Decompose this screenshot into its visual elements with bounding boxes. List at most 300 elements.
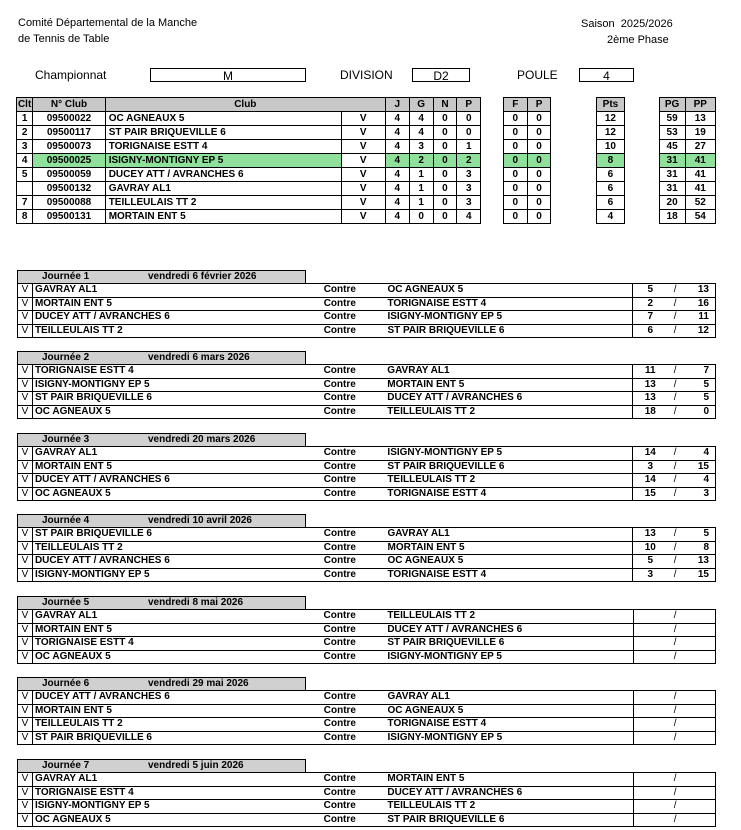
standings-cell-v: V bbox=[341, 154, 385, 168]
match-row bbox=[18, 637, 716, 651]
journee-date: vendredi 8 mai 2026 bbox=[148, 597, 244, 608]
match-score-sep: / bbox=[667, 284, 683, 298]
standings-row bbox=[17, 196, 716, 210]
match-score-home bbox=[633, 691, 667, 705]
match-score-home bbox=[633, 610, 667, 624]
match-home: MORTAIN ENT 5 bbox=[32, 704, 323, 718]
match-home: DUCEY ATT / AVRANCHES 6 bbox=[32, 691, 323, 705]
match-v-mark: V bbox=[18, 731, 33, 745]
col-pg: PG bbox=[659, 98, 685, 112]
match-score-sep: / bbox=[667, 405, 683, 419]
match-score-home bbox=[633, 786, 667, 800]
match-row bbox=[18, 405, 716, 419]
standings-cell-pg: 31 bbox=[659, 182, 685, 196]
match-score-away bbox=[683, 800, 715, 814]
standings-cell-pg: 20 bbox=[659, 196, 685, 210]
match-contre: Contre bbox=[324, 800, 388, 814]
journee-label: Journée 1 bbox=[42, 271, 90, 282]
standings-cell-v: V bbox=[341, 140, 385, 154]
match-row bbox=[18, 297, 716, 311]
standings-cell-g: 3 bbox=[409, 140, 433, 154]
match-v-mark: V bbox=[18, 555, 33, 569]
match-score-sep: / bbox=[667, 324, 683, 338]
match-score-home: 15 bbox=[633, 487, 667, 501]
match-v-mark: V bbox=[18, 474, 33, 488]
match-home: TEILLEULAIS TT 2 bbox=[32, 718, 323, 732]
match-v-mark: V bbox=[18, 718, 33, 732]
standings-cell-p: 4 bbox=[457, 210, 481, 224]
match-score-sep: / bbox=[667, 311, 683, 325]
match-score-away bbox=[683, 637, 715, 651]
match-row bbox=[18, 623, 716, 637]
match-v-mark: V bbox=[18, 610, 33, 624]
match-home: GAVRAY AL1 bbox=[32, 284, 323, 298]
standings-cell-v: V bbox=[341, 168, 385, 182]
match-away: OC AGNEAUX 5 bbox=[388, 555, 633, 569]
standings-cell-v: V bbox=[341, 126, 385, 140]
match-contre: Contre bbox=[324, 555, 388, 569]
match-score-home bbox=[633, 731, 667, 745]
match-contre: Contre bbox=[324, 460, 388, 474]
match-score-away bbox=[683, 623, 715, 637]
col-f: F bbox=[503, 98, 527, 112]
journee-date: vendredi 6 février 2026 bbox=[148, 271, 257, 282]
journee-date: vendredi 20 mars 2026 bbox=[148, 434, 256, 445]
journee-matches-table bbox=[17, 690, 716, 745]
standings-cell-pg: 31 bbox=[659, 168, 685, 182]
match-home: TORIGNAISE ESTT 4 bbox=[32, 637, 323, 651]
standings-cell-v: V bbox=[341, 196, 385, 210]
standings-cell-p: 0 bbox=[457, 126, 481, 140]
match-score-sep: / bbox=[667, 447, 683, 461]
match-score-sep: / bbox=[667, 813, 683, 827]
match-home: TEILLEULAIS TT 2 bbox=[32, 324, 323, 338]
standings-cell-num: 09500059 bbox=[33, 168, 105, 182]
match-score-sep: / bbox=[667, 528, 683, 542]
match-score-home bbox=[633, 704, 667, 718]
standings-row bbox=[17, 126, 716, 140]
match-v-mark: V bbox=[18, 460, 33, 474]
standings-row bbox=[17, 168, 716, 182]
journee-header bbox=[17, 596, 306, 609]
col-pen: P bbox=[527, 98, 551, 112]
match-v-mark: V bbox=[18, 800, 33, 814]
match-row bbox=[18, 731, 716, 745]
standings-cell-g: 2 bbox=[409, 154, 433, 168]
standings-cell-g: 4 bbox=[409, 126, 433, 140]
match-row bbox=[18, 704, 716, 718]
standings-cell-num: 09500025 bbox=[33, 154, 105, 168]
match-v-mark: V bbox=[18, 541, 33, 555]
standings-cell-pts: 6 bbox=[596, 196, 624, 210]
match-away: TORIGNAISE ESTT 4 bbox=[388, 568, 633, 582]
standings-cell-v: V bbox=[341, 210, 385, 224]
standings-cell-pts: 6 bbox=[596, 182, 624, 196]
match-away: ISIGNY-MONTIGNY EP 5 bbox=[387, 311, 632, 325]
journee-date: vendredi 10 avril 2026 bbox=[148, 515, 252, 526]
match-v-mark: V bbox=[18, 773, 33, 787]
standings-cell-n: 0 bbox=[433, 168, 457, 182]
journee-matches-table bbox=[17, 772, 716, 827]
match-score-home: 6 bbox=[633, 324, 667, 338]
match-contre: Contre bbox=[324, 311, 388, 325]
match-row bbox=[18, 311, 716, 325]
standings-cell-f: 0 bbox=[503, 126, 527, 140]
journee-label: Journée 2 bbox=[42, 352, 90, 363]
match-row bbox=[18, 460, 716, 474]
match-v-mark: V bbox=[18, 405, 33, 419]
standings-cell-clt: 2 bbox=[17, 126, 33, 140]
match-home: ISIGNY-MONTIGNY EP 5 bbox=[32, 800, 323, 814]
match-v-mark: V bbox=[18, 691, 33, 705]
match-home: TORIGNAISE ESTT 4 bbox=[32, 786, 323, 800]
journee-date: vendredi 5 juin 2026 bbox=[148, 760, 244, 771]
match-row bbox=[18, 474, 716, 488]
standings-cell-club: MORTAIN ENT 5 bbox=[105, 210, 341, 224]
standings-header bbox=[17, 98, 716, 112]
match-contre: Contre bbox=[324, 284, 388, 298]
match-away: DUCEY ATT / AVRANCHES 6 bbox=[387, 623, 633, 637]
match-row bbox=[18, 284, 716, 298]
match-row bbox=[18, 392, 716, 406]
match-score-away bbox=[683, 718, 715, 732]
standings-cell-j: 4 bbox=[385, 168, 409, 182]
match-away: MORTAIN ENT 5 bbox=[387, 378, 633, 392]
match-home: OC AGNEAUX 5 bbox=[32, 650, 323, 664]
match-contre: Contre bbox=[324, 568, 388, 582]
match-v-mark: V bbox=[18, 813, 33, 827]
col-p: P bbox=[457, 98, 481, 112]
match-away: TEILLEULAIS TT 2 bbox=[387, 405, 633, 419]
match-away: DUCEY ATT / AVRANCHES 6 bbox=[387, 786, 633, 800]
match-score-away: 15 bbox=[683, 568, 715, 582]
season: Saison 2025/2026 bbox=[581, 18, 673, 30]
match-score-home: 10 bbox=[633, 541, 667, 555]
match-v-mark: V bbox=[18, 447, 33, 461]
match-score-away: 0 bbox=[683, 405, 715, 419]
match-away: GAVRAY AL1 bbox=[388, 528, 633, 542]
standings-cell-p: 3 bbox=[457, 196, 481, 210]
standings-cell-num: 09500117 bbox=[33, 126, 105, 140]
match-score-home bbox=[633, 813, 667, 827]
match-score-away: 13 bbox=[683, 555, 715, 569]
match-score-sep: / bbox=[667, 474, 683, 488]
match-score-away: 5 bbox=[683, 378, 715, 392]
col-pts: Pts bbox=[596, 98, 624, 112]
match-score-sep: / bbox=[667, 718, 683, 732]
match-v-mark: V bbox=[18, 786, 33, 800]
col-club: Club bbox=[105, 98, 385, 112]
match-score-sep: / bbox=[667, 297, 683, 311]
match-row bbox=[18, 365, 716, 379]
match-v-mark: V bbox=[18, 378, 33, 392]
standings-cell-pts: 10 bbox=[596, 140, 624, 154]
match-score-away: 15 bbox=[683, 460, 715, 474]
col-g: G bbox=[409, 98, 433, 112]
standings-cell-j: 4 bbox=[385, 210, 409, 224]
standings-cell-pts: 12 bbox=[596, 126, 624, 140]
match-v-mark: V bbox=[18, 528, 33, 542]
standings-table bbox=[16, 97, 716, 224]
standings-cell-clt: 1 bbox=[17, 112, 33, 126]
standings-cell-p: 3 bbox=[457, 168, 481, 182]
match-home: ISIGNY-MONTIGNY EP 5 bbox=[32, 378, 323, 392]
match-score-away: 16 bbox=[683, 297, 715, 311]
phase: 2ème Phase bbox=[607, 34, 669, 46]
match-away: ISIGNY-MONTIGNY EP 5 bbox=[387, 650, 633, 664]
match-row bbox=[18, 610, 716, 624]
match-score-sep: / bbox=[667, 392, 683, 406]
match-contre: Contre bbox=[324, 487, 388, 501]
standings-cell-f: 0 bbox=[503, 112, 527, 126]
standings-cell-j: 4 bbox=[385, 196, 409, 210]
match-score-home: 2 bbox=[633, 297, 667, 311]
match-v-mark: V bbox=[18, 568, 33, 582]
match-score-away bbox=[683, 610, 715, 624]
match-v-mark: V bbox=[18, 650, 33, 664]
standings-cell-pp: 41 bbox=[685, 182, 715, 196]
match-score-away bbox=[683, 731, 715, 745]
match-score-home: 3 bbox=[633, 460, 667, 474]
match-v-mark: V bbox=[18, 311, 33, 325]
match-contre: Contre bbox=[324, 474, 388, 488]
match-home: DUCEY ATT / AVRANCHES 6 bbox=[32, 474, 323, 488]
journee-date: vendredi 6 mars 2026 bbox=[148, 352, 250, 363]
standings-cell-p: 2 bbox=[457, 154, 481, 168]
match-contre: Contre bbox=[324, 392, 388, 406]
match-row bbox=[18, 447, 716, 461]
match-score-sep: / bbox=[667, 555, 683, 569]
match-score-sep: / bbox=[667, 704, 683, 718]
match-contre: Contre bbox=[324, 365, 388, 379]
match-row bbox=[18, 324, 716, 338]
standings-cell-clt: 5 bbox=[17, 168, 33, 182]
match-score-sep: / bbox=[667, 487, 683, 501]
division-label: DIVISION bbox=[340, 68, 393, 82]
match-contre: Contre bbox=[324, 297, 388, 311]
standings-cell-p: 3 bbox=[457, 182, 481, 196]
match-v-mark: V bbox=[18, 324, 33, 338]
match-score-home: 14 bbox=[633, 474, 667, 488]
match-score-home bbox=[633, 650, 667, 664]
standings-row bbox=[17, 140, 716, 154]
match-contre: Contre bbox=[324, 324, 388, 338]
match-away: TEILLEULAIS TT 2 bbox=[387, 610, 633, 624]
match-score-sep: / bbox=[667, 786, 683, 800]
match-score-away: 5 bbox=[683, 392, 715, 406]
standings-cell-pp: 27 bbox=[685, 140, 715, 154]
championnat-label: Championnat bbox=[35, 68, 107, 82]
standings-cell-p: 1 bbox=[457, 140, 481, 154]
match-score-home bbox=[633, 637, 667, 651]
match-home: TEILLEULAIS TT 2 bbox=[32, 541, 323, 555]
standings-cell-g: 1 bbox=[409, 196, 433, 210]
match-score-away: 5 bbox=[683, 528, 715, 542]
standings-cell-p: 0 bbox=[457, 112, 481, 126]
match-away: ST PAIR BRIQUEVILLE 6 bbox=[387, 460, 632, 474]
match-score-home: 13 bbox=[633, 528, 667, 542]
standings-cell-n: 0 bbox=[433, 112, 457, 126]
standings-cell-club: OC AGNEAUX 5 bbox=[105, 112, 341, 126]
standings-cell-pp: 54 bbox=[685, 210, 715, 224]
match-contre: Contre bbox=[324, 405, 388, 419]
standings-cell-club: DUCEY ATT / AVRANCHES 6 bbox=[105, 168, 341, 182]
match-away: OC AGNEAUX 5 bbox=[388, 704, 634, 718]
match-v-mark: V bbox=[18, 487, 33, 501]
match-score-home: 14 bbox=[633, 447, 667, 461]
match-contre: Contre bbox=[324, 637, 388, 651]
standings-cell-pp: 52 bbox=[685, 196, 715, 210]
match-score-away: 4 bbox=[683, 474, 715, 488]
match-home: ST PAIR BRIQUEVILLE 6 bbox=[32, 392, 323, 406]
match-row bbox=[18, 691, 716, 705]
standings-cell-n: 0 bbox=[433, 154, 457, 168]
match-away: ST PAIR BRIQUEVILLE 6 bbox=[387, 324, 632, 338]
match-v-mark: V bbox=[18, 297, 33, 311]
match-home: DUCEY ATT / AVRANCHES 6 bbox=[32, 555, 323, 569]
match-away: OC AGNEAUX 5 bbox=[387, 284, 632, 298]
standings-cell-num: 09500022 bbox=[33, 112, 105, 126]
match-row bbox=[18, 650, 716, 664]
match-score-sep: / bbox=[667, 460, 683, 474]
match-score-away: 7 bbox=[683, 365, 715, 379]
match-contre: Contre bbox=[324, 691, 388, 705]
journee-matches-table bbox=[17, 446, 716, 501]
match-away: ISIGNY-MONTIGNY EP 5 bbox=[387, 447, 632, 461]
match-home: GAVRAY AL1 bbox=[32, 447, 323, 461]
standings-cell-club: ISIGNY-MONTIGNY EP 5 bbox=[105, 154, 341, 168]
match-home: ST PAIR BRIQUEVILLE 6 bbox=[32, 528, 323, 542]
match-row bbox=[18, 568, 716, 582]
standings-cell-pg: 53 bbox=[659, 126, 685, 140]
match-row bbox=[18, 487, 716, 501]
match-contre: Contre bbox=[324, 650, 388, 664]
match-score-sep: / bbox=[667, 650, 683, 664]
standings-row bbox=[17, 154, 716, 168]
journee-matches-table bbox=[17, 283, 716, 338]
match-score-home bbox=[633, 800, 667, 814]
match-row bbox=[18, 528, 716, 542]
match-score-home: 11 bbox=[633, 365, 667, 379]
journee-header bbox=[17, 677, 306, 690]
standings-cell-club: GAVRAY AL1 bbox=[105, 182, 341, 196]
match-contre: Contre bbox=[324, 378, 388, 392]
match-home: MORTAIN ENT 5 bbox=[32, 297, 323, 311]
match-score-away: 8 bbox=[683, 541, 715, 555]
match-score-home: 18 bbox=[633, 405, 667, 419]
match-home: OC AGNEAUX 5 bbox=[32, 487, 323, 501]
match-v-mark: V bbox=[18, 704, 33, 718]
match-score-away bbox=[683, 773, 715, 787]
standings-cell-pen: 0 bbox=[527, 126, 551, 140]
col-n: N bbox=[433, 98, 457, 112]
match-contre: Contre bbox=[324, 731, 388, 745]
col-pp: PP bbox=[685, 98, 715, 112]
standings-cell-j: 4 bbox=[385, 182, 409, 196]
standings-cell-pp: 41 bbox=[685, 154, 715, 168]
standings-cell-num: 09500132 bbox=[33, 182, 105, 196]
journee-header bbox=[17, 351, 306, 364]
standings-cell-f: 0 bbox=[503, 154, 527, 168]
match-contre: Contre bbox=[324, 786, 388, 800]
match-score-away: 12 bbox=[683, 324, 715, 338]
org-line-1: Comité Départemental de la Manche bbox=[18, 17, 198, 29]
match-contre: Contre bbox=[324, 447, 388, 461]
match-score-away: 11 bbox=[683, 311, 715, 325]
match-row bbox=[18, 718, 716, 732]
journee-label: Journée 5 bbox=[42, 597, 90, 608]
match-away: ST PAIR BRIQUEVILLE 6 bbox=[387, 813, 633, 827]
match-away: TORIGNAISE ESTT 4 bbox=[388, 718, 634, 732]
journee-label: Journée 7 bbox=[42, 760, 90, 771]
match-score-sep: / bbox=[667, 773, 683, 787]
match-row bbox=[18, 541, 716, 555]
match-score-sep: / bbox=[667, 365, 683, 379]
standings-cell-n: 0 bbox=[433, 140, 457, 154]
journee-header bbox=[17, 433, 306, 446]
standings-cell-clt: 7 bbox=[17, 196, 33, 210]
match-contre: Contre bbox=[324, 528, 388, 542]
standings-cell-f: 0 bbox=[503, 168, 527, 182]
match-score-sep: / bbox=[667, 541, 683, 555]
match-away: DUCEY ATT / AVRANCHES 6 bbox=[387, 392, 633, 406]
match-v-mark: V bbox=[18, 623, 33, 637]
match-home: OC AGNEAUX 5 bbox=[32, 405, 323, 419]
standings-cell-n: 0 bbox=[433, 182, 457, 196]
standings-row bbox=[17, 210, 716, 224]
poule-label: POULE bbox=[517, 68, 558, 82]
col-clt: Clt bbox=[17, 98, 32, 110]
standings-cell-pp: 41 bbox=[685, 168, 715, 182]
match-home: GAVRAY AL1 bbox=[32, 773, 323, 787]
match-row bbox=[18, 813, 716, 827]
match-row bbox=[18, 786, 716, 800]
match-score-sep: / bbox=[667, 610, 683, 624]
standings-cell-pp: 13 bbox=[685, 112, 715, 126]
match-home: ISIGNY-MONTIGNY EP 5 bbox=[32, 568, 323, 582]
match-score-away bbox=[683, 813, 715, 827]
standings-cell-g: 0 bbox=[409, 210, 433, 224]
standings-cell-g: 1 bbox=[409, 168, 433, 182]
standings-cell-pts: 8 bbox=[596, 154, 624, 168]
standings-cell-f: 0 bbox=[503, 182, 527, 196]
match-away: GAVRAY AL1 bbox=[388, 691, 634, 705]
standings-cell-pts: 6 bbox=[596, 168, 624, 182]
match-score-home: 5 bbox=[633, 555, 667, 569]
col-j: J bbox=[385, 98, 409, 112]
match-score-sep: / bbox=[667, 568, 683, 582]
standings-cell-pen: 0 bbox=[527, 182, 551, 196]
match-score-home bbox=[633, 718, 667, 732]
match-score-sep: / bbox=[667, 800, 683, 814]
standings-cell-j: 4 bbox=[385, 140, 409, 154]
standings-cell-clt: 4 bbox=[17, 154, 33, 168]
match-row bbox=[18, 773, 716, 787]
match-score-home bbox=[633, 773, 667, 787]
match-home: TORIGNAISE ESTT 4 bbox=[32, 365, 323, 379]
standings-row bbox=[17, 112, 716, 126]
standings-cell-pg: 18 bbox=[659, 210, 685, 224]
standings-cell-f: 0 bbox=[503, 140, 527, 154]
match-v-mark: V bbox=[18, 284, 33, 298]
standings-cell-g: 1 bbox=[409, 182, 433, 196]
match-score-home: 3 bbox=[633, 568, 667, 582]
match-contre: Contre bbox=[324, 704, 388, 718]
standings-cell-g: 4 bbox=[409, 112, 433, 126]
division-value: D2 bbox=[412, 68, 470, 82]
journee-header bbox=[17, 514, 306, 527]
standings-cell-club: ST PAIR BRIQUEVILLE 6 bbox=[105, 126, 341, 140]
